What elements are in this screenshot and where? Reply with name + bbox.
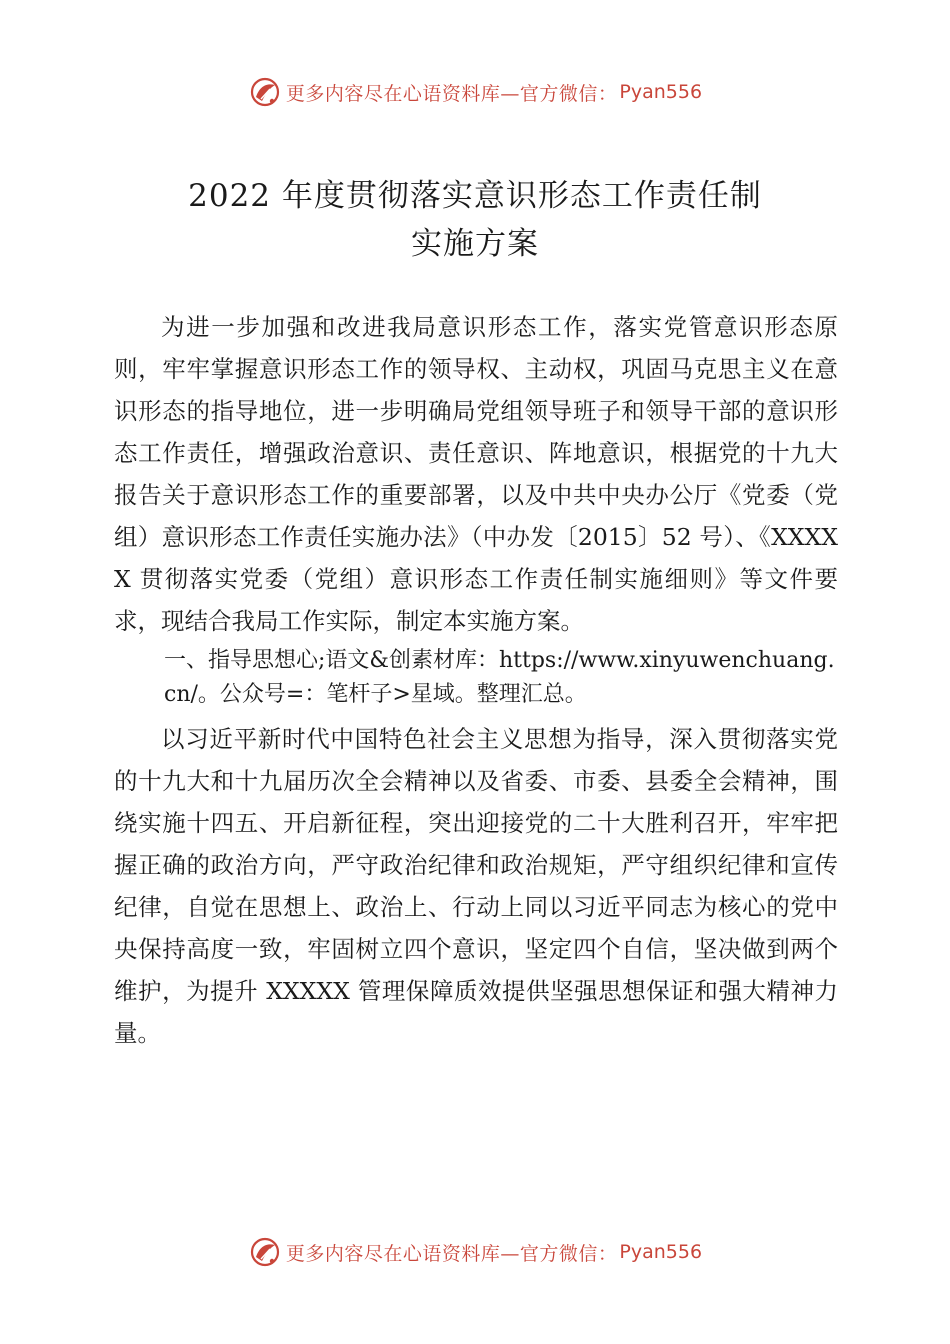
watermark-wechat-id: Pyan556 [619, 81, 703, 103]
title-line-2: 实施方案 [411, 226, 539, 262]
document-title [0, 172, 950, 268]
intro-paragraph: 为进一步加强和改进我局意识形态工作，落实党管意识形态原则，牢牢掌握意识形态工作的领导权、主动权，巩固马克思主义在意识形态的指导地位，进一步明确局党组领导班子和领导干部的意识形态工作责任，增强政治意识、责任意识、阵地意识，根据党的十九大报告关于意识形态工作的重要部署，以及中共中央办公厅《党委（党组）意识形态工作责任实施办法》（中办发〔2015〕52 号）、《XXXXX 贯彻落实党委（党组）意识形态工作责任制实施细则》等文件要求，现结合我局工作实际，制定本实施方案。 [114, 313, 838, 635]
footer-watermark [0, 1232, 950, 1272]
watermark-text: 更多内容尽在心语资料库—官方微信： [285, 1242, 618, 1265]
guiding-ideology-paragraph: 以习近平新时代中国特色社会主义思想为指导，深入贯彻落实党的十九大和十九届历次全会精神以及省委、市委、县委全会精神，围绕实施十四五、开启新征程，突出迎接党的二十大胜利召开，牢牢把握正确的政治方向，严守政治纪律和政治规矩，严守组织纪律和宣传纪律，自觉在思想上、政治上、行动上同以习近平同志为核心的党中央保持高度一致，牢固树立四个意识，坚定四个自信，坚决做到两个维护，为提升 XXXXX 管理保障质效提供坚强思想保证和强大精神力量。 [114, 725, 838, 1047]
library-logo-icon [248, 1235, 282, 1269]
document-body [114, 306, 838, 1054]
title-line-1: 2022 年度贯彻落实意识形态工作责任制 [188, 178, 762, 214]
library-logo-icon [248, 75, 282, 109]
section-heading-guiding-ideology: 一、指导思想心;语文&创素材库：https://www.xinyuwenchuang.cn/。公众号=：笔杆子>星域。整理汇总。 [164, 648, 835, 707]
header-watermark [0, 72, 950, 112]
watermark-text: 更多内容尽在心语资料库—官方微信： [285, 82, 618, 105]
watermark-wechat-id: Pyan556 [619, 1241, 703, 1263]
